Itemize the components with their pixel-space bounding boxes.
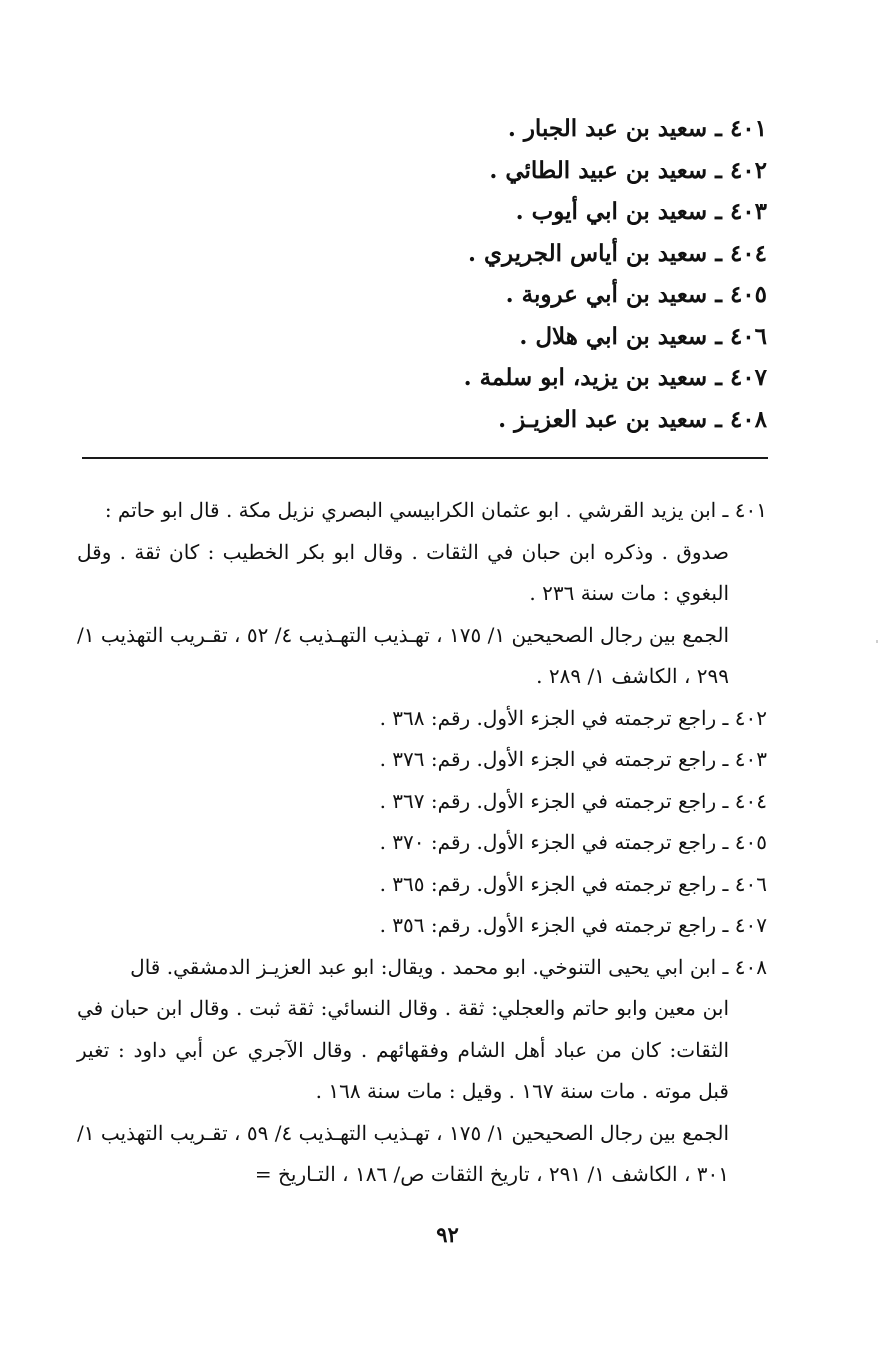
- entry-408: ٤٠٨ ـ سعيد بن عبد العزيـز .: [498, 405, 767, 433]
- scan-speck: [876, 640, 878, 643]
- footnote-405: ٤٠٥ ـ راجع ترجمته في الجزء الأول. رقم: ٣٧٠ .: [379, 830, 767, 854]
- footnote-403: ٤٠٣ ـ راجع ترجمته في الجزء الأول. رقم: ٣٧٦ .: [379, 747, 767, 771]
- footnote-401-body: صدوق . وذكره ابن حبان في الثقات . وقال ابو بكر الخطيب : كان ثقة . وقل البغوي : مات سنة ٢٣٦ .: [77, 539, 729, 605]
- footnote-408-body: ابن معين وابو حاتم والعجلي: ثقة . وقال النسائي: ثقة ثبت . وقال ابن حبان في الثقات: كان من عباد أهل الشام وفقهائهم . وقال الآجري عن أبي داود : تغير قبل موته . مات سنة ١٦٧ . وقيل : مات سنة ١٦٨ .: [77, 996, 729, 1103]
- footnote-404: ٤٠٤ ـ راجع ترجمته في الجزء الأول. رقم: ٣٦٧ .: [379, 788, 767, 813]
- entry-407: ٤٠٧ ـ سعيد بن يزيد، ابو سلمة .: [463, 364, 767, 391]
- footnote-407: ٤٠٧ ـ راجع ترجمته في الجزء الأول. رقم: ٣٥٦ .: [379, 913, 767, 937]
- footnote-401-sources: الجمع بين رجال الصحيحين ١/ ١٧٥ ، تهـذيب التهـذيب ٤/ ٥٢ ، تقـريب التهذيب ١/ ٢٩٩ ، الكاشف ١/ ٢٨٩ .: [77, 622, 730, 688]
- entry-402: ٤٠٢ ـ سعيد بن عبيد الطائي .: [489, 156, 767, 184]
- entry-401: ٤٠١ ـ سعيد بن عبد الجبار .: [507, 115, 767, 142]
- entry-404: ٤٠٤ ـ سعيد بن أياس الجريري .: [467, 239, 767, 267]
- footnote-401: [77, 490, 767, 698]
- entry-403: ٤٠٣ ـ سعيد بن ابي أيوب .: [515, 198, 767, 225]
- footnote-408: [77, 947, 767, 1196]
- biography-entry-list: [307, 108, 767, 440]
- footnote-401-first-line: ٤٠١ ـ ابن يزيد القرشي . ابو عثمان الكرابيسي البصري نزيل مكة . قال ابو حاتم :: [104, 498, 767, 522]
- entry-406: ٤٠٦ ـ سعيد بن ابي هلال .: [519, 322, 767, 350]
- page-number: ٩٢: [436, 1222, 459, 1247]
- footnote-406: ٤٠٦ ـ راجع ترجمته في الجزء الأول. رقم: ٣٦٥ .: [379, 871, 767, 896]
- footnote-402: ٤٠٢ ـ راجع ترجمته في الجزء الأول. رقم: ٣٦٨ .: [379, 705, 767, 730]
- footnote-408-first-line: ٤٠٨ ـ ابن ابي يحيى التنوخي. ابو محمد . ويقال: ابو عبد العزيـز الدمشقي. قال: [130, 954, 767, 979]
- footnotes: [77, 490, 767, 1196]
- footnote-408-sources: الجمع بين رجال الصحيحين ١/ ١٧٥ ، تهـذيب التهـذيب ٤/ ٥٩ ، تقـريب التهذيب ١/ ٣٠١ ، الكاشف ١/ ٢٩١ ، تاريخ الثقات ص/ ١٨٦ ، التـاريخ =: [77, 1120, 730, 1186]
- footnote-divider: [82, 457, 768, 459]
- entry-405: ٤٠٥ ـ سعيد بن أبي عروبة .: [505, 281, 767, 308]
